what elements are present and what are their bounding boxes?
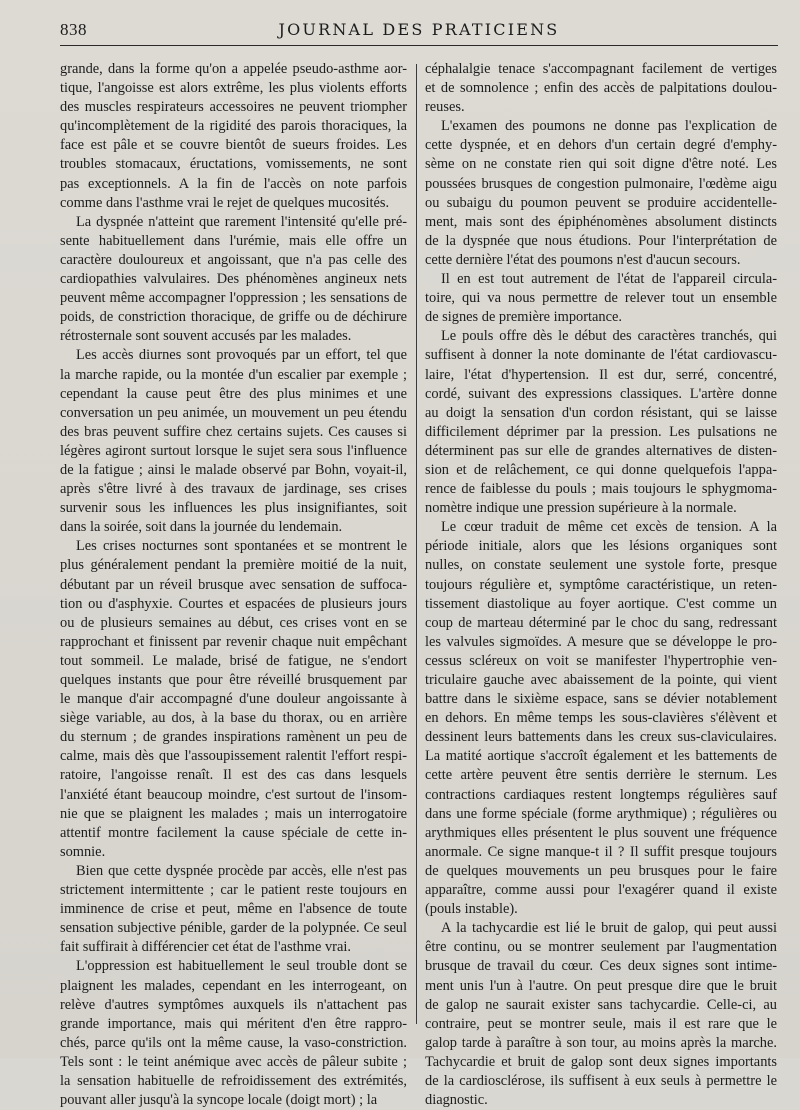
text-line: de la cardiosclérose, ils suffisent à eux seuls à permettre le	[425, 1072, 777, 1089]
text-line: survenir sous les influences les plus insignifiantes, soit	[60, 500, 407, 517]
page-number: 838	[60, 20, 87, 39]
text-line: triculaire gauche avec abaissement de la pointe, qui vient	[425, 672, 777, 688]
left-column	[60, 60, 407, 1110]
text-line: (pouls instable).	[425, 901, 518, 918]
text-line: du sternum ; de grandes inspirations ramènent un peu de	[60, 729, 407, 746]
text-line: plaignent les malades, cependant en les interrogeant, on	[60, 977, 407, 994]
journal-title: JOURNAL DES PRATICIENS	[278, 20, 560, 39]
text-line: pas exceptionnels. A la fin de l'accès on note parfois	[60, 175, 407, 192]
text-line: au doigt la sensation d'un cordon résistant, qui se laisse	[425, 404, 777, 421]
text-line: les valvules sigmoïdes. A mesure que se développe le pro-	[425, 633, 777, 650]
text-line: nomètre indique une pression supérieure à la normale.	[425, 500, 737, 517]
text-line: de quelques mouvements un peu brusques pour le faire	[425, 862, 777, 879]
text-line: quelques instants que pour être réveillé brusquement par	[60, 672, 407, 688]
text-line: anormale. Ce signe manque-t il ? Il suffit presque toujours	[425, 843, 777, 860]
text-line: Le cœur traduit de même cet excès de tension. A la	[441, 519, 777, 536]
text-line: dans la soirée, soit dans la journée du lendemain.	[60, 519, 343, 536]
text-line: arythmiques elles présentent le plus souvent une fréquence	[425, 824, 777, 841]
text-line: céphalalgie tenace s'accompagnant facilement de vertiges	[425, 61, 777, 77]
text-line: coup de marteau déterminé par le choc du sang, redressant	[425, 614, 777, 631]
text-line: légères agiront surtout lorsque le sujet sera sous l'influence	[60, 442, 407, 459]
text-line: strictement intermittente ; car le patient reste toujours en	[60, 882, 407, 899]
text-line: contraire, peut se montrer seule, mais il est rare que le	[425, 1015, 777, 1032]
text-line: sème on ne constate rien qui soit digne d'être noté. Les	[425, 156, 777, 173]
text-line: rapprochant et finissent par revenir chaque nuit empêchant	[60, 633, 407, 650]
column-divider	[416, 64, 417, 1024]
text-line: face est pâle et se couvre bientôt de sueurs froides. Les	[60, 137, 407, 154]
text-line: des muscles respirateurs accessoires ne peuvent triompher	[60, 99, 407, 116]
text-line: tique, l'angoisse est alors extrême, les plus violents efforts	[60, 80, 407, 97]
text-line: qu'incomplètement de la rigidité des parois thoraciques, la	[60, 118, 407, 135]
text-line: ratoire, l'angoisse renaît. Il est des cas dans lesquels	[60, 767, 407, 784]
text-line: comme dans l'asthme vrai le rejet de quelques mucosités.	[60, 194, 390, 211]
text-line: de la dyspnée que nous étudions. Pour l'interprétation de	[425, 232, 777, 249]
text-line: suffisent à donner la note dominante de l'état cardiovascu-	[425, 347, 777, 364]
text-line: cependant la cause peut être des plus minimes et une	[60, 385, 407, 402]
text-line: galop tarde à paraître à son tour, au moins après la marche.	[425, 1034, 777, 1051]
text-line: grande importance, mais qui méritent d'en être rappro-	[60, 1015, 407, 1032]
text-line: après s'être livré à des travaux de jardinage, ses crises	[60, 481, 407, 498]
text-line: rence de faiblesse du pouls ; mais toujours le sphygmoma-	[425, 481, 777, 498]
text-line: cette dernière l'état des poumons n'est d'aucun secours.	[425, 251, 741, 268]
text-line: nulles, on constate seulement une systole forte, presque	[425, 557, 777, 574]
text-line: ou subaigu du poumon peuvent se produire accidentelle-	[425, 194, 777, 211]
text-line: dans une forme spéciale (forme arythmique) ; régulières ou	[425, 805, 777, 822]
text-line: de la fatigue ; ainsi le malade observé par Bohn, voyait-il,	[60, 461, 407, 478]
text-line: tion ou d'asphyxie. Courtes et espacées de plusieurs jours	[60, 595, 407, 612]
text-line: cette artère peuvent être sentis derrière le sternum. Les	[425, 767, 777, 784]
paragraph	[60, 213, 407, 347]
text-line: La dyspnée n'atteint que rarement l'intensité qu'elle pré-	[76, 213, 407, 230]
text-line: grande, dans la forme qu'on a appelée pseudo-asthme aor-	[60, 61, 407, 77]
text-line: déterminent pas sur elle de grandes alternatives de disten-	[425, 442, 777, 459]
text-line: plus généralement pendant la première moitié de la nuit,	[60, 557, 407, 574]
paragraph	[425, 60, 777, 117]
text-line: sente habituellement dans l'urémie, mais elle offre un	[60, 232, 407, 249]
text-line: Bien que cette dyspnée procède par accès, elle n'est pas	[76, 862, 407, 879]
text-line: contractions cardiaques restent longtemps régulières sauf	[425, 786, 777, 803]
text-line: brusque de travail du cœur. Ces deux signes sont intime-	[425, 958, 777, 975]
text-line: ment unis l'un à l'autre. On peut presque dire que le bruit	[425, 977, 777, 994]
text-line: cordé, suivant des expressions classiques. L'artère donne	[425, 385, 777, 402]
text-line: cardiopathies valvulaires. Des phénomènes angineux nets	[60, 271, 407, 288]
text-line: l'anxiété étant beaucoup moindre, c'est surtout de l'insom-	[60, 786, 407, 803]
text-line: Tels sont : le teint anémique avec accès de pâleur subite ;	[60, 1053, 407, 1070]
text-line: en dehors. En même temps les sous-clavières s'élèvent et	[425, 710, 777, 727]
text-line: cessus scléreux on voit se manifester l'hypertrophie ven-	[425, 652, 777, 669]
text-line: le manque d'air accompagné d'une douleur angoissante à	[60, 691, 407, 708]
text-line: fait suffirait à différencier cet état de l'asthme vrai.	[60, 939, 351, 956]
paragraph	[60, 346, 407, 537]
text-line: apparaître, comme aussi pour l'exagérer quand il existe	[425, 882, 777, 899]
text-line: tissement diastolique au foyer aortique. C'est comme un	[425, 595, 777, 612]
right-column	[425, 60, 777, 1110]
text-line: pouvant aller jusqu'à la syncope locale (doigt mort) ; la	[60, 1092, 378, 1109]
text-line: ment, mais sont des épiphénomènes absolument distincts	[425, 213, 777, 230]
header-rule	[60, 45, 778, 46]
paragraph	[425, 919, 777, 1110]
paragraph	[60, 957, 407, 1110]
text-line: reuses.	[425, 99, 465, 116]
text-line: imminence de crise et peut, même en l'absence de toute	[60, 901, 407, 918]
text-line: nie que se plaignent les malades ; mais un interrogatoire	[60, 805, 407, 822]
text-line: calme, mais dès que l'assoupissement ralentit l'effort respi-	[60, 748, 407, 765]
text-line: L'oppression est habituellement le seul trouble dont se	[76, 958, 407, 975]
text-line: A la tachycardie est lié le bruit de galop, qui peut aussi	[441, 920, 777, 937]
paragraph	[425, 327, 777, 518]
text-line: de galop ne saurait exister sans tachycardie. Celle-ci, au	[425, 996, 777, 1013]
text-line: siège variable, au dos, à la base du thorax, ou en arrière	[60, 710, 407, 727]
text-line: la sensation habituelle de refroidissement des extrémités,	[60, 1072, 407, 1089]
text-line: ou de plusieurs semaines au début, ces crises vont en se	[60, 614, 407, 631]
text-line: difficilement déprimer par la pression. Les pulsations ne	[425, 423, 777, 440]
text-line: diagnostic.	[425, 1092, 488, 1109]
text-line: sensation subjective pénible, garder de la polypnée. Ce seul	[60, 920, 407, 937]
text-line: période initiale, alors que les lésions organiques sont	[425, 538, 777, 555]
text-line: troubles stomacaux, éructations, vomissements, ne sont	[60, 156, 407, 173]
text-line: Tachycardie et bruit de galop sont deux signes importants	[425, 1053, 777, 1070]
text-line: toujours régulière et, symptôme caractéristique, un reten-	[425, 576, 777, 593]
paragraph	[425, 518, 777, 919]
text-line: sion et de relâchement, ce qui donne quelquefois l'appa-	[425, 461, 777, 478]
text-line: somnie.	[60, 843, 106, 860]
text-line: et de somnolence ; enfin des accès de palpitations doulou-	[425, 80, 777, 97]
text-line: L'examen des poumons ne donne pas l'explication de	[441, 118, 777, 135]
text-line: laire, l'état d'hypertension. Il est dur, serré, concentré,	[425, 366, 777, 383]
text-line: Les crises nocturnes sont spontanées et se montrent le	[76, 538, 407, 555]
text-line: chés, parce qu'ils ont la même cause, la vaso-constriction.	[60, 1034, 407, 1051]
paragraph	[60, 862, 407, 957]
paragraph	[425, 270, 777, 327]
text-line: La matité aortique s'accroît également et les battements de	[425, 748, 777, 765]
text-line: dessinent leurs battements dans les creux sus-claviculaires.	[425, 729, 777, 746]
paragraph	[60, 537, 407, 862]
text-line: conversation un peu animée, un mouvement un peu étendu	[60, 404, 407, 421]
text-line: attentif montre facilement la cause spéciale de cette in-	[60, 824, 407, 841]
text-line: Il en est tout autrement de l'état de l'appareil circula-	[441, 271, 777, 288]
text-line: cette dyspnée, et en dehors d'un certain degré d'emphy-	[425, 137, 777, 154]
text-line: toire, qui va nous permettre de relever tout un ensemble	[425, 290, 777, 307]
paragraph	[60, 60, 407, 213]
text-line: Les accès diurnes sont provoqués par un effort, tel que	[76, 347, 407, 364]
text-line: débutant par un réveil brusque avec sensation de suffoca-	[60, 576, 407, 593]
text-line: relève d'autres symptômes auxquels ils n'attachent pas	[60, 996, 407, 1013]
text-line: des bras peuvent suffire chez certains sujets. Ces causes si	[60, 423, 407, 440]
text-line: poussées brusques de congestion pulmonaire, l'œdème aigu	[425, 175, 777, 192]
text-line: caractère douloureux et angoissant, que n'a pas celle des	[60, 251, 407, 268]
text-line: la marche rapide, ou la montée d'un escalier par exemple ;	[60, 366, 407, 383]
text-line: tout sommeil. Le malade, brisé de fatigue, ne s'endort	[60, 652, 407, 669]
text-line: peuvent même accompagner l'oppression ; les sensations de	[60, 290, 407, 307]
text-line: de signes de première importance.	[425, 309, 622, 326]
paragraph	[425, 117, 777, 270]
text-line: être continu, ou se montrer seulement par l'augmentation	[425, 939, 777, 956]
running-header	[60, 18, 778, 44]
text-line: battre dans le sixième espace, sans se dévier notablement	[425, 691, 777, 708]
text-line: Le pouls offre dès le début des caractères tranchés, qui	[441, 328, 777, 345]
text-line: poids, de constriction thoracique, de griffe ou de déchirure	[60, 309, 407, 326]
text-line: rétrosternale sont souvent accusés par les malades.	[60, 328, 352, 345]
